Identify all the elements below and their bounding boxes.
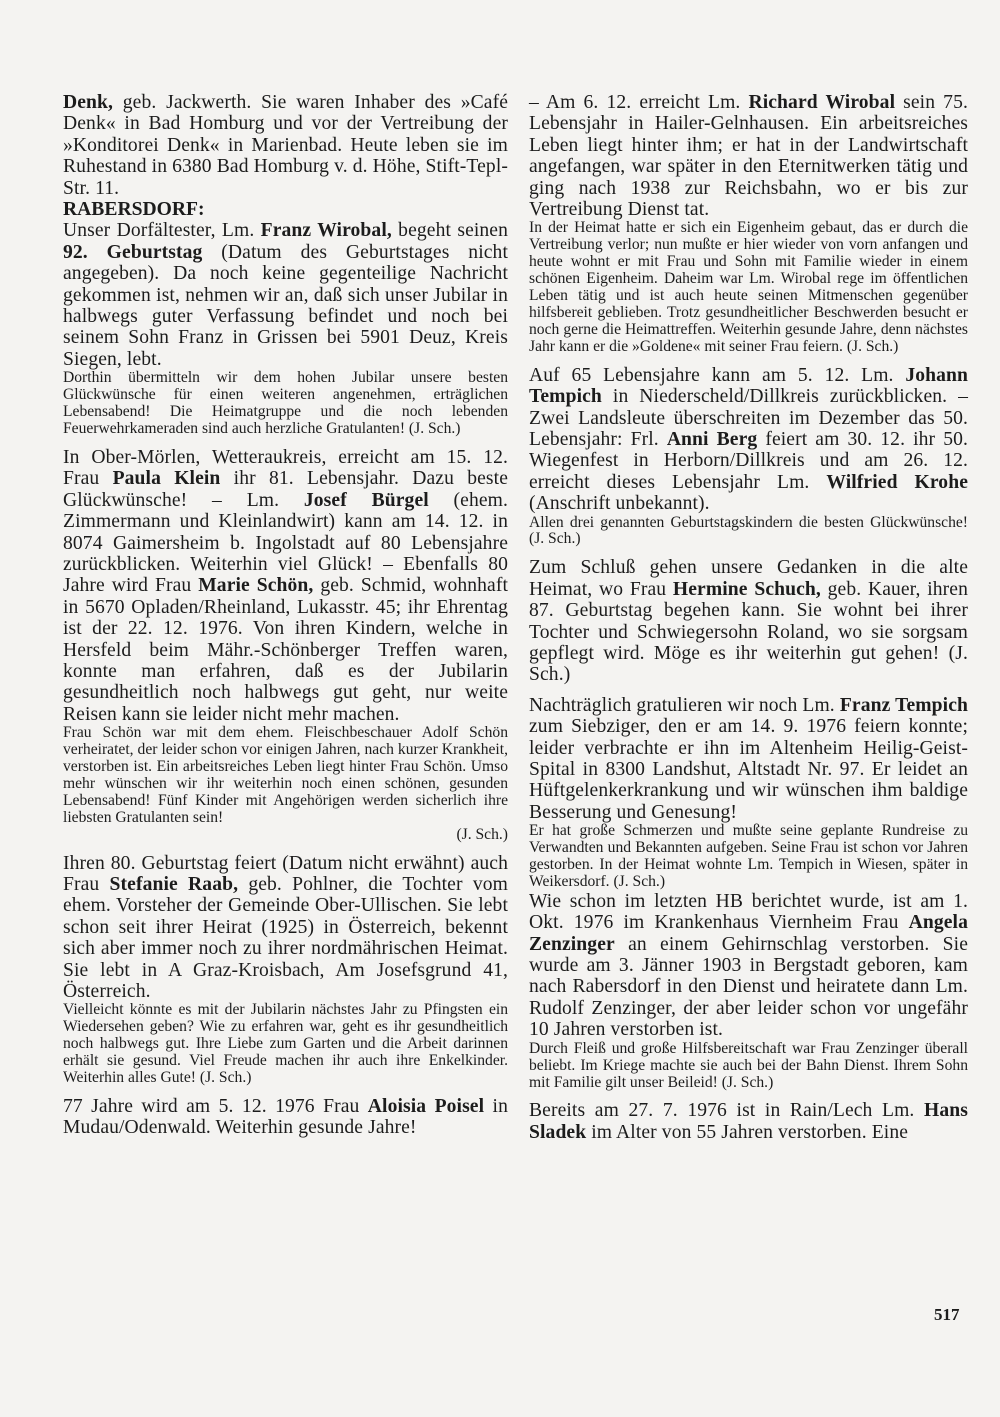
paragraph-text: Unser Dorfältester, Lm. [63,220,261,242]
paragraph-text: geb. Kauer, ihren 87. Geburtstag begehen kann. Sie wohnt bei ihrer Tochter und Schwiegersohn Roland, wo sie sorgsam gepflegt wird. Möge es ihr weiterhin gut gehen! (J. Sch.) [529,578,968,686]
paragraph-text: geb. Pohlner, die Tochter vom ehem. Vorsteher der Gemeinde Ober-Ullischen. Sie lebt schon seit ihrer Heirat (1925) in Österreich, bekennt sich aber immer noch zu ihrer nordmährischen Heimat. Sie lebt in A Graz-Kroisbach, Am Josefsgrund 41, Österreich. [63,873,508,1002]
paragraph-text: im Alter von 55 Jahren verstorben. Eine [586,1121,909,1143]
bold-name: Denk, [63,92,114,113]
paragraph-text: geb. Jackwerth. Sie waren Inhaber des »Café Denk« in Bad Homburg und vor der Vertreibung der »Konditorei Denk« in Marienbad. Heute leben sie im Ruhestand in 6380 Bad Homburg v. d. Höhe, Stift-Tepl-Str. 11. [63,92,508,199]
paragraph-stefanie-raab [63,853,508,1003]
paragraph-text: begeht seinen [391,220,508,242]
bold-name: Stefanie Raab, [109,873,239,895]
paragraph-text: 77 Jahre wird am 5. 12. 1976 Frau [63,1095,368,1117]
paragraph-richard-wirobal [529,92,968,220]
paragraph-text: feiert am 30. 12. ihr 50. Wiegenfest in Herborn/Dillkreis und am 26. 12. erreicht dieses Lebensjahr Lm. [529,428,968,493]
paragraph-text: an einem Gehirnschlag verstorben. Sie wurde am 3. Jänner 1903 in Bergstadt geboren, kam nach Rabersdorf in den Dienst und heiratete dann Lm. Rudolf Zenzinger, der aber leider schon vor ungefähr 10 Jahren verstorben ist. [529,933,968,1041]
paragraph-text: – Am 6. 12. erreicht Lm. [529,92,749,113]
note-angela-zenzinger: Durch Fleiß und große Hilfsbereitschaft war Frau Zenzinger überall beliebt. Im Kriege machte sie auch bei der Bahn Dienst. Ihrem Sohn mit Familie gilt unser Beileid! (J. Sch.) [529,1039,968,1091]
right-column [529,92,968,1143]
paragraph-text: in Mudau/Odenwald. Weiterhin gesunde Jahre! [63,1095,508,1139]
paragraph-text: Auf 65 Lebensjahre kann am 5. 12. Lm. [529,364,906,386]
left-column [63,92,508,1139]
note-franz-tempich: Er hat große Schmerzen und mußte seine geplante Rundreise zu Verwandten und Bekannten aufgeben. Seine Frau ist schon vor Jahren gestorben. In der Heimat wohnte Lm. Tempich in Wiesen, später in Weikersdorf. (J. Sch.) [529,822,968,890]
bold-name: Franz Wirobal, [260,220,392,242]
paragraph-text: geb. Schmid, wohnhaft in 5670 Opladen/Rheinland, Lukasstr. 45; ihr Ehrentag ist der 22. 12. 1976. Von ihren Kindern, welche in Hersfeld beim Mähr.-Schönberger Treffen waren, konnte man erfahren, daß es der Jubilarin gesundheitlich noch halbwegs gut geht, nur weite Reisen kann sie leider nicht mehr machen. [63,575,509,725]
paragraph-franz-wirobal [63,220,508,370]
paragraph-text: Wie schon im letzten HB berichtet wurde, ist am 1. Okt. 1976 im Krankenhaus Viernheim Frau [529,890,968,934]
paragraph-text: ihr 81. Lebensjahr. Dazu beste Glückwünsche! – Lm. [63,468,508,511]
note-stefanie-raab: Vielleicht könnte es mit der Jubilarin nächstes Jahr zu Pfingsten ein Wiedersehen geben? Wie zu erfahren war, geht es ihr gesundheitlich noch halbwegs gut. Ihre Liebe zum Garten und die Arbeit darinnen erhält sie gesund. Viel Freude machen ihr auch ihre Enkelkinder. Weiterhin alles Gute! (J. Sch.) [63,1001,508,1086]
bold-name: Angela Zenzinger [529,912,968,955]
paragraph-franz-tempich [529,695,968,823]
bold-name: Wilfried Krohe [826,471,968,493]
paragraph-text: sein 75. Lebensjahr in Hailer-Gelnhausen. Ein arbeitsreiches Leben liegt hinter ihm; er hat in der Landwirtschaft angefangen, war später in den Eternitwerken tätig und ging nach 1938 zur Reichsbahn, wo er bis zur Vertreibung Dienst tat. [529,92,968,221]
bold-name: Franz Tempich [839,694,969,716]
note-richard-wirobal: In der Heimat hatte er sich ein Eigenheim gebaut, das er durch die Vertreibung verlor; nun mußte er hier wieder von vorn anfangen und heute wohnt er mit Frau und Sohn mit Familie wieder in einem schönen Eigenheim. Daheim war Lm. Wirobal rege im öffentlichen Leben tätig und ist auch heute seinen Mitmenschen gegenüber hilfsbereit geblieben. Trotz gesundheitlicher Beschwerden besucht er noch gerne die Heimattreffen. Weiterhin gesunde Jahre, denn nächstes Jahr kann er die »Goldene« mit seiner Frau feiern. (J. Sch.) [529,219,968,355]
note-franz-wirobal: Dorthin übermitteln wir dem hohen Jubilar unsere besten Glückwünsche für einen weiteren angenehmen, erträglichen Lebensabend! Die Heimatgruppe und die noch lebenden Feuerwehrkameraden sind auch herzliche Gratulanten! (J. Sch.) [63,369,508,437]
paragraph-text: Nachträglich gratulieren wir noch Lm. [529,694,840,716]
bold-name: Hermine Schuch, [672,578,821,600]
paragraph-denk [63,92,508,199]
paragraph-aloisia-poisel [63,1096,508,1139]
bold-name: Aloisia Poisel [367,1095,485,1117]
note-marie-schoen: Frau Schön war mit dem ehem. Fleischbeschauer Adolf Schön verheiratet, der leider schon vor einigen Jahren, nach kurzer Krankheit, verstorben ist. Ein arbeitsreiches Leben liegt hinter Frau Schön. Umso mehr wünschen wir ihr weiterhin noch einen schönen, gesunden Lebensabend! Fünf Kinder mit Angehörigen werden sicherlich ihre liebsten Gratulanten sein! [63,724,508,826]
paragraph-angela-zenzinger [529,891,968,1041]
bold-name: Richard Wirobal [748,92,896,113]
paragraph-text: (Anschrift unbekannt). [529,493,710,515]
note-signature: (J. Sch.) [456,825,508,843]
paragraph-ober-moerlen [63,447,508,725]
paragraph-text: zum Siebziger, den er am 14. 9. 1976 feiern konnte; leider verbrachte er ihn im Altenheim Heilig-Geist-Spital in 8300 Landshut, Altstadt Nr. 97. Er leidet an Hüftgelenkerkrankung und wir wünschen ihm baldige Besserung und Genesung! [529,716,968,823]
paragraph-text: Bereits am 27. 7. 1976 ist in Rain/Lech Lm. [529,1100,925,1122]
paragraph-johann-tempich [529,365,968,515]
paragraph-hans-sladek [529,1100,968,1143]
bold-text: 92. Geburtstag [63,241,203,263]
section-heading-rabersdorf: RABERSDORF: [63,199,205,221]
paragraph-text: (Datum des Geburtstages nicht angegeben). Da noch keine gegenteilige Nachricht gekommen ist, nehmen wir an, daß sich unser Jubilar in halbwegs guter Verfassung befindet und noch bei seinem Sohn Franz in Grissen bei 5901 Deuz, Kreis Siegen, lebt. [63,241,508,370]
page-number: 517 [934,1305,960,1324]
bold-name: Josef Bürgel [303,489,429,511]
paragraph-text: in Niederscheld/Dillkreis zurückblicken. – Zwei Landsleute überschreiten im Dezember das 50. Lebensjahr: Frl. [529,386,968,450]
paragraph-text: Zum Schluß gehen unsere Gedanken in die alte Heimat, wo Frau [529,557,968,600]
note-birthdays: Allen drei genannten Geburtstagskindern die besten Glückwünsche! (J. Sch.) [529,513,968,548]
bold-name: Paula Klein [112,468,221,490]
bold-name: Marie Schön, [198,575,314,597]
paragraph-hermine-schuch [529,557,968,685]
paragraph-text: (ehem. Zimmermann und Kleinlandwirt) kann am 14. 12. in 8074 Gaimersheim b. Ingolstadt auf 80 Lebensjahre zurückblicken. Weiterhin viel Glück! – Ebenfalls 80 Jahre wird Frau [63,489,508,597]
bold-name: Anni Berg [666,428,758,450]
bold-name: Hans Sladek [529,1100,968,1143]
paragraph-text: In Ober-Mörlen, Wetteraukreis, erreicht am 15. 12. Frau [63,446,508,490]
paragraph-text: Ihren 80. Geburtstag feiert (Datum nicht erwähnt) auch Frau [63,852,508,895]
bold-name: Johann Tempich [529,364,968,408]
